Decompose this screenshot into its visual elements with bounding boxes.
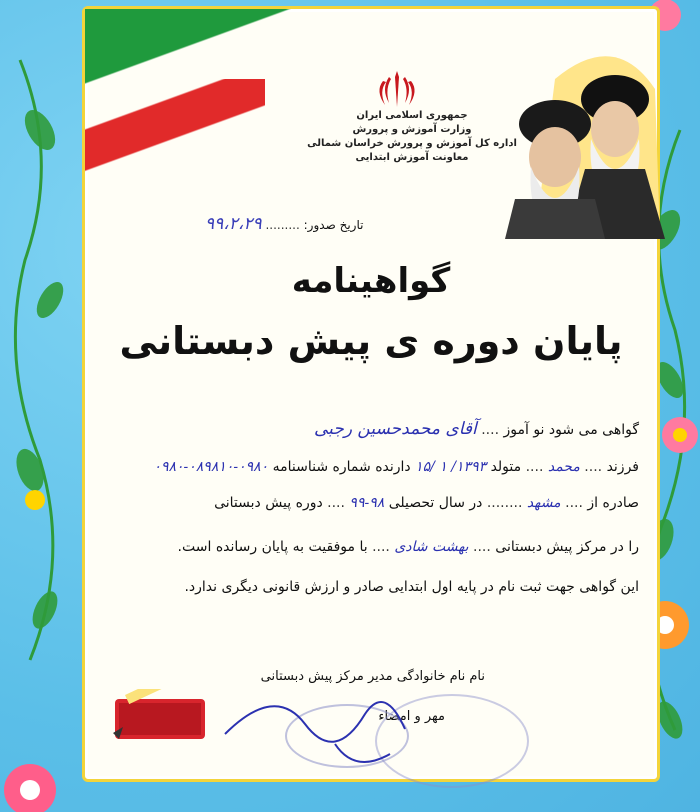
issued-from-label: صادره از [587, 495, 639, 511]
principal-label: نام نام خانوادگی مدیر مرکز پیش دبستانی [260, 669, 485, 684]
iran-emblem-icon [375, 67, 419, 111]
body-line-3: صادره از .... مشهد ........ در سال تحصیلی ۹۸-۹۹ .... دوره پیش دبستانی [214, 495, 639, 511]
issue-date-label: تاریخ صدور: [303, 218, 364, 232]
birth-date: ۱۳۹۳/ ۱ /۱۵ [415, 459, 487, 475]
header-line-2: وزارت آموزش و پرورش [352, 124, 472, 135]
header-line-4: معاونت آموزش ابتدایی [355, 152, 469, 163]
flag-red-stripe [85, 79, 265, 179]
school-year-label: در سال تحصیلی [388, 495, 483, 511]
notebook-pencil-icon [105, 689, 215, 749]
portraits-image [495, 39, 665, 239]
born-label: متولد [490, 459, 522, 475]
header-line-3: اداره کل آموزش و پرورش خراسان شمالی [307, 138, 517, 149]
signature-scribble-icon [215, 674, 415, 784]
header-line-1: جمهوری اسلامی ایران [356, 110, 468, 121]
issue-date-value: ۹۹،۲،۲۹ [205, 214, 262, 234]
student-name: آقای محمدحسین رجبی [314, 419, 477, 439]
center-name: بهشت شادی [394, 539, 469, 555]
certificate-paper [82, 6, 660, 782]
certificate-title: گواهینامه [291, 261, 451, 301]
issue-date: تاریخ صدور: ......... ۹۹،۲،۲۹ [205, 214, 364, 234]
body-line-1: گواهی می شود نو آموز .... آقای محمدحسین رجبی [314, 419, 639, 439]
line1-prefix: گواهی می شود نو آموز [503, 422, 639, 438]
line2-prefix: فرزند [606, 459, 639, 475]
certificate-subtitle: پایان دوره ی پیش دبستانی [119, 319, 623, 363]
body-line-4: را در مرکز پیش دبستانی .... بهشت شادی .... با موفقیت به پایان رسانده است. [177, 539, 639, 555]
id-number: ۰۹۸۰-۰۸۹۸۱۰-۰۹۸۰ [153, 459, 269, 475]
body-line-5: این گواهی جهت ثبت نام در پایه اول ابتدایی صادر و ارزش قانونی دیگری ندارد. [184, 579, 639, 595]
father-name: محمد [547, 459, 580, 475]
course-label: دوره پیش دبستانی [214, 495, 323, 511]
completion-text: با موفقیت به پایان رسانده است. [177, 539, 368, 555]
flag-green-stripe [85, 9, 315, 89]
issued-city: مشهد [526, 495, 561, 511]
seal-label: مهر و امضاء [378, 709, 445, 724]
id-number-label: دارنده شماره شناسنامه [272, 459, 411, 475]
center-label: را در مرکز پیش دبستانی [495, 539, 639, 555]
body-line-2: فرزند .... محمد .... متولد ۱۳۹۳/ ۱ /۱۵ دارنده شماره شناسنامه ۰۹۸۰-۰۸۹۸۱۰-۰۹۸۰ [153, 459, 639, 475]
issuer-header [307, 109, 517, 165]
signature-area [105, 649, 645, 779]
school-year: ۹۸-۹۹ [349, 495, 385, 511]
